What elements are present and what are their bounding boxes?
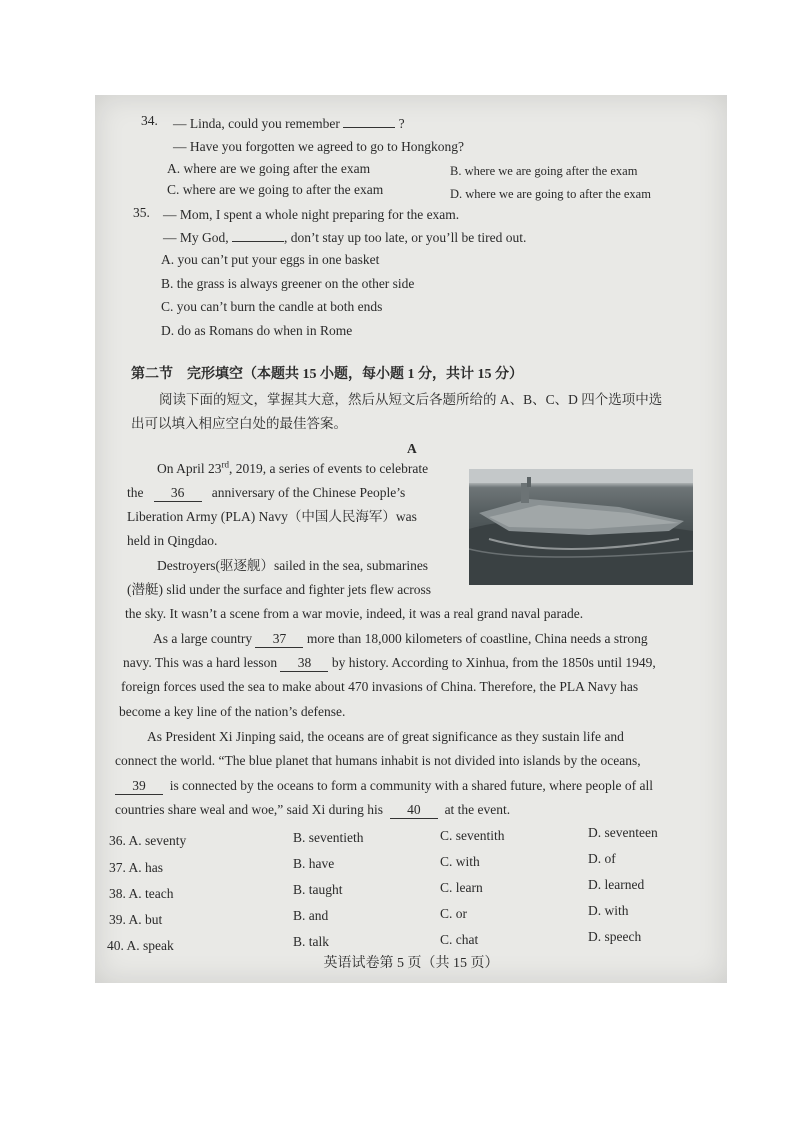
p3-line3: foreign forces used the sea to make about 470 invasions of China. Therefore, the PLA Navy has [121,679,639,694]
aircraft-carrier-photo [469,469,693,585]
p3-line1 [153,631,648,648]
page-footer: 英语试卷第 5 页（共 15 页） [323,956,499,971]
option-b: B. talk [293,934,329,949]
p4-line3 [115,778,653,795]
exam-page [95,95,727,983]
p3-line4: become a key line of the nation’s defense. [119,704,346,719]
p1-line2-b: anniversary of the Chinese People’s [211,485,406,500]
p1-superscript: rd [221,459,230,470]
q35-line2 [163,229,526,246]
q35-prompt-end: , don’t stay up too late, or you’ll be tired out. [284,230,527,245]
option-b: B. and [293,908,329,923]
p3-line1-b: more than 18,000 kilometers of coastline, China needs a strong [306,631,648,646]
p3-line1-a: As a large country [153,631,253,646]
p1-line4: held in Qingdao. [127,533,218,548]
p1-line2-a: the [127,485,144,500]
option-a: A. speak [126,938,174,953]
p4-line1: As President Xi Jinping said, the oceans are of great significance as they sustain life and [147,729,624,744]
blank-39: 39 [115,778,163,795]
section-instruction-2: 出可以填入相应空白处的最佳答案。 [131,416,347,431]
option-number: 40. [107,938,124,953]
blank-38: 38 [280,655,328,672]
q35-option-b: B. the grass is always greener on the other side [161,276,415,291]
q35-option-a: A. you can’t put your eggs in one basket [161,252,380,267]
option-b: B. seventieth [293,830,364,845]
q34-line2: — Have you forgotten we agreed to go to Hongkong? [173,139,465,154]
option-row-39 [109,912,162,928]
option-number: 38. [109,886,126,901]
p1-text-b: , 2019, a series of events to celebrate [229,461,429,476]
q35-prompt: — My God, [163,230,229,245]
q35-option-d: D. do as Romans do when in Rome [161,323,353,338]
p1-line2 [127,485,405,502]
p1-text-a: On April 23 [157,461,222,476]
section-instruction-1: 阅读下面的短文，掌握其大意，然后从短文后各题所给的 A、B、C、D 四个选项中选 [159,392,663,407]
q35-option-c: C. you can’t burn the candle at both ends [161,299,383,314]
option-a: A. has [128,860,164,875]
p2-line2: (潜艇) slid under the surface and fighter jets flew across [127,582,432,597]
option-d: D. learned [588,877,645,892]
q34-option-c: C. where are we going to after the exam [167,182,384,197]
p4-line4-a: countries share weal and woe,” said Xi during his [115,802,384,817]
q34-option-b: B. where we are going after the exam [450,164,638,178]
option-c: C. seventith [440,828,505,843]
option-b: B. have [293,856,335,871]
p3-line2-b: by history. According to Xinhua, from the 1850s until 1949, [331,655,656,670]
option-row-36 [109,833,186,849]
option-row-37 [109,860,163,876]
blank-37: 37 [255,631,303,648]
option-number: 39. [109,912,126,927]
p3-line2 [123,655,656,672]
p4-line4-b: at the event. [444,802,511,817]
option-d: D. of [588,851,616,866]
blank-40: 40 [390,802,438,819]
section-title: 第二节 完形填空（本题共 15 小题，每小题 1 分，共计 15 分） [131,367,523,382]
p4-line3-b: is connected by the oceans to form a community with a shared future, where people of all [169,778,653,793]
p4-line2: connect the world. “The blue planet that humans inhabit is not divided into islands by the oceans, [115,753,641,768]
q34-prompt: — Linda, could you remember [173,116,340,131]
q35-number: 35. [133,205,150,220]
option-a: A. seventy [128,833,187,848]
p4-line4 [115,802,510,819]
option-c: C. or [440,906,467,921]
option-c: C. chat [440,932,479,947]
option-number: 37. [109,860,126,875]
option-row-38 [109,886,174,902]
option-a: A. teach [128,886,174,901]
p2-line3: the sky. It wasn’t a scene from a war movie, indeed, it was a real grand naval parade. [125,606,584,621]
q34-option-d: D. where we are going to after the exam [450,187,651,201]
option-a: A. but [128,912,163,927]
p1-line3: Liberation Army (PLA) Navy（中国人民海军）was [127,509,417,524]
p2-line1: Destroyers(驱逐舰）sailed in the sea, submarines [157,558,429,573]
option-b: B. taught [293,882,343,897]
q35-blank [232,229,284,242]
p1-line1 [157,461,428,477]
q34-number: 34. [141,113,158,128]
q34-blank [343,115,395,128]
option-d: D. with [588,903,629,918]
option-d: D. seventeen [588,825,658,840]
q34-option-a: A. where are we going after the exam [167,161,371,176]
option-d: D. speech [588,929,642,944]
blank-36: 36 [154,485,202,502]
option-c: C. with [440,854,480,869]
passage-label: A [407,441,417,456]
option-c: C. learn [440,880,483,895]
p3-line2-a: navy. This was a hard lesson [123,655,278,670]
q34-line1 [173,115,405,132]
q34-qmark: ? [398,116,405,131]
ship-illustration [469,469,693,585]
option-number: 36. [109,833,126,848]
q35-line1: — Mom, I spent a whole night preparing for the exam. [163,207,460,222]
